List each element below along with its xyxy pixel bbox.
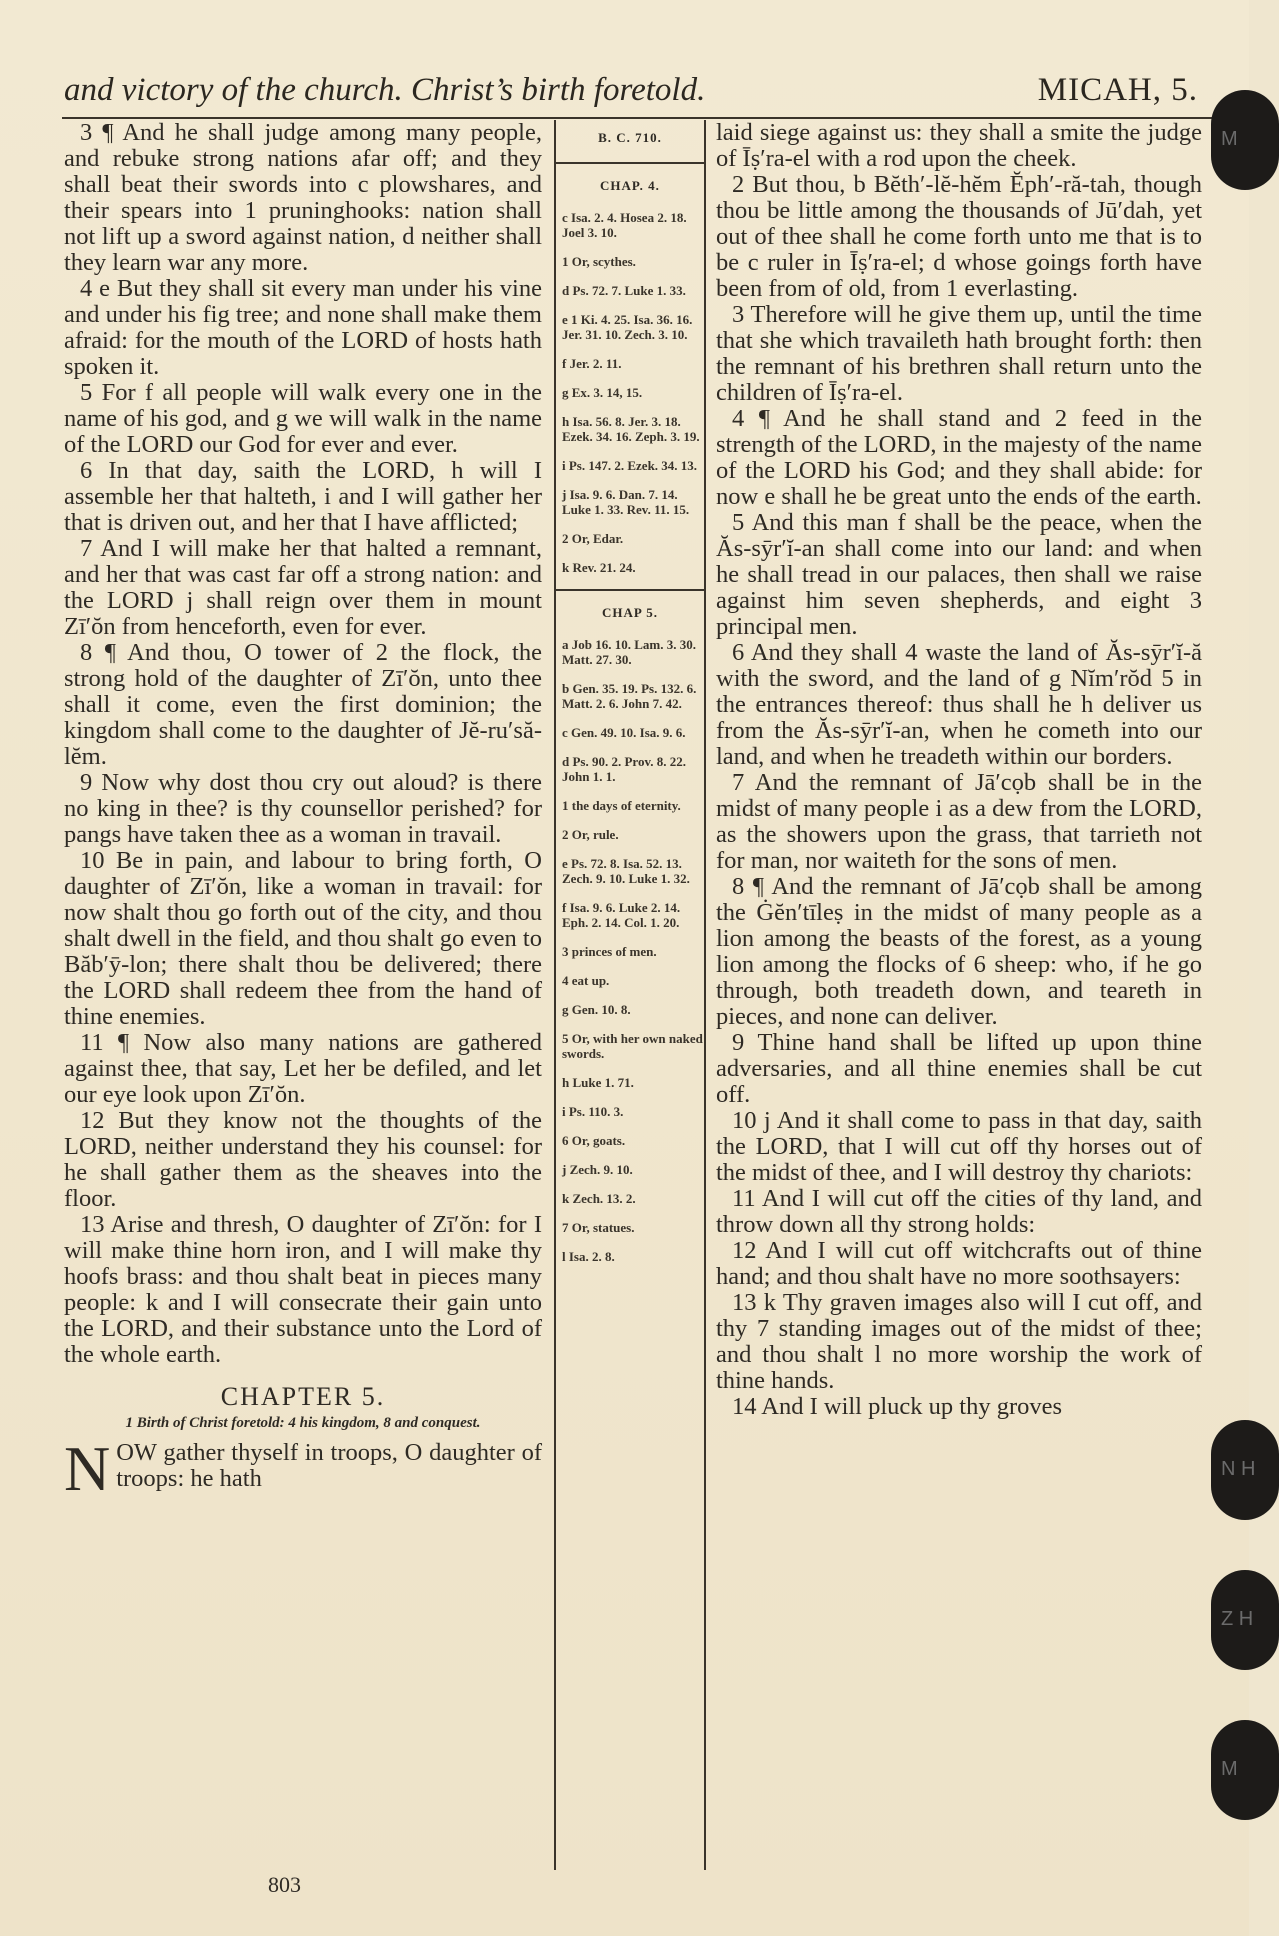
cross-reference: f Isa. 9. 6. Luke 2. 14. Eph. 2. 14. Col. 1. 20.: [562, 900, 681, 930]
verse-4-12: 12 But they know not the thoughts of the LORD, neither understand they his counsel: for he shall gather them as the sheaves into the floor.: [64, 1107, 542, 1212]
verse-5-13: 13 k Thy graven images also will I cut off, and thy 7 standing images out of the midst of thee; and thou shalt l no more worship the work of thine hands.: [716, 1289, 1202, 1394]
cross-reference: 2 Or, rule.: [562, 827, 619, 842]
thumb-index-tab[interactable]: [1211, 1570, 1279, 1670]
drop-cap: N: [64, 1433, 111, 1504]
cross-reference: e 1 Ki. 4. 25. Isa. 36. 16. Jer. 31. 10. Zech. 3. 10.: [562, 312, 693, 342]
cross-reference: g Ex. 3. 14, 15.: [562, 385, 643, 400]
verse-4-10: 10 Be in pain, and labour to bring forth, O daughter of Zī′ŏn, like a woman in travail: for now shalt thou go forth out of the city, and thou shalt dwell in the field, and thou shalt go even to Băb′ȳ-lon; there shalt thou be delivered; there the LORD shall redeem thee from the hand of thine enemies.: [64, 847, 542, 1030]
cross-reference: g Gen. 10. 8.: [562, 1002, 631, 1017]
thumb-index-tab[interactable]: [1211, 90, 1279, 190]
cross-reference: 4 eat up.: [562, 973, 610, 988]
cross-reference: 1 Or, scythes.: [562, 254, 636, 269]
cross-reference: d Ps. 72. 7. Luke 1. 33.: [562, 283, 686, 298]
verse-5-3: 3 Therefore will he give them up, until the time that she which travaileth hath brought forth: then the remnant of his brethren shall return unto the children of Īṣ′ra-el.: [716, 301, 1202, 406]
verse-5-11: 11 And I will cut off the cities of thy land, and throw down all thy strong holds:: [716, 1185, 1202, 1238]
cross-reference: l Isa. 2. 8.: [562, 1249, 615, 1264]
verse-5-10: 10 j And it shall come to pass in that day, saith the LORD, that I will cut off thy horses out of the midst of thee, and I will destroy thy chariots:: [716, 1107, 1202, 1186]
verse-5-12: 12 And I will cut off witchcrafts out of thine hand; and thou shalt have no more soothsayers:: [716, 1237, 1202, 1290]
chap5-ref-heading: CHAP 5.: [601, 605, 659, 620]
verse-4-8: 8 ¶ And thou, O tower of 2 the flock, the strong hold of the daughter of Zī′ŏn, unto thee shall it come, even the first dominion; the kingdom shall come to the daughter of Jĕ-ru′să-lĕm.: [64, 639, 542, 770]
cross-reference: h Luke 1. 71.: [562, 1075, 634, 1090]
page-number: 803: [268, 1872, 301, 1897]
reference-rule: [556, 589, 704, 591]
book-chapter-title: MICAH, 5.: [1037, 72, 1198, 108]
chap4-notes: [556, 210, 704, 575]
verse-5-1-end: laid siege against us: they shall a smite the judge of Īṣ′ra-el with a rod upon the cheek.: [716, 119, 1202, 172]
chap4-ref-heading: CHAP. 4.: [600, 178, 660, 193]
cross-reference: i Ps. 110. 3.: [562, 1104, 624, 1119]
verse-4-13: 13 Arise and thresh, O daughter of Zī′ŏn: for I will make thine horn iron, and I will make thy hoofs brass: and thou shalt beat in pieces many people: k and I will consecrate their gain unto the LORD, and their substance unto the Lord of the whole earth.: [64, 1211, 542, 1368]
tab-label: M: [1221, 128, 1238, 150]
cross-reference: d Ps. 90. 2. Prov. 8. 22. John 1. 1.: [562, 754, 686, 784]
verse-5-7: 7 And the remnant of Jā′cọb shall be in the midst of many people i as a dew from the LORD, as the showers upon the grass, that tarrieth not for man, nor waiteth for the sons of men.: [716, 769, 1202, 874]
cross-reference: f Jer. 2. 11.: [562, 356, 622, 371]
verse-5-6: 6 And they shall 4 waste the land of Ăs-sӯr′ĭ-ă with the sword, and the land of g Nĭm′rŏd 5 in the entrances thereof: thus shall he h deliver us from the Ăs-sӯr′ĭ-an, when he cometh into our land, and when he treadeth within our borders.: [716, 639, 1202, 770]
right-text-column: [716, 120, 1202, 1420]
verse-5-2: 2 But thou, b Bĕth′-lĕ-hĕm Ĕph′-ră-tah, though thou be little among the thousands of Jū′dah, yet out of thee shall he come forth unto me that is to be c ruler in Īṣ′ra-el; d whose goings forth have been from of old, from 1 everlasting.: [716, 171, 1202, 302]
cross-reference: 5 Or, with her own naked swords.: [562, 1031, 703, 1061]
cross-reference: c Isa. 2. 4. Hosea 2. 18. Joel 3. 10.: [562, 210, 687, 240]
cross-reference: 6 Or, goats.: [562, 1133, 626, 1148]
chap5-notes: [556, 637, 704, 1264]
tab-label: M: [1221, 1758, 1238, 1780]
thumb-index-tab[interactable]: [1211, 1720, 1279, 1820]
cross-reference: e Ps. 72. 8. Isa. 52. 13. Zech. 9. 10. Luke 1. 32.: [562, 856, 690, 886]
verse-4-11: 11 ¶ Now also many nations are gathered against thee, that say, Let her be defiled, and let our eye look upon Zī′ŏn.: [64, 1029, 542, 1108]
cross-reference: b Gen. 35. 19. Ps. 132. 6. Matt. 2. 6. John 7. 42.: [562, 681, 697, 711]
verse-4-9: 9 Now why dost thou cry out aloud? is there no king in thee? is thy counsellor perished? for pangs have taken thee as a woman in travail.: [64, 769, 542, 848]
verse-5-8: 8 ¶ And the remnant of Jā′cọb shall be among the Ġĕn′tīleṣ in the midst of many people as a lion among the beasts of the forest, as a young lion among the flocks of 6 sheep: who, if he go through, both treadeth down, and teareth in pieces, and none can deliver.: [716, 873, 1202, 1030]
verse-4-7: 7 And I will make her that halted a remnant, and her that was cast far off a strong nation: and the LORD j shall reign over them in mount Zī′ŏn from henceforth, even for ever.: [64, 535, 542, 640]
reference-rule: [556, 162, 704, 164]
left-text-column: [64, 119, 542, 1504]
cross-reference: 7 Or, statues.: [562, 1220, 635, 1235]
cross-reference: 2 Or, Edar.: [562, 531, 624, 546]
cross-reference: a Job 16. 10. Lam. 3. 30. Matt. 27. 30.: [562, 637, 696, 667]
chapter-5-opening: [64, 1433, 542, 1504]
cross-reference: k Rev. 21. 24.: [562, 560, 636, 575]
year-label: B. C. 710.: [598, 130, 662, 145]
verse-5-5: 5 And this man f shall be the peace, when the Ăs-sӯr′ĭ-an shall come into our land: and when he shall tread in our palaces, then shall we raise against him seven shepherds, and eight 3 principal men.: [716, 509, 1202, 640]
thumb-index-tab[interactable]: [1211, 1420, 1279, 1520]
tab-label: N H: [1221, 1458, 1256, 1480]
cross-reference: i Ps. 147. 2. Ezek. 34. 13.: [562, 458, 698, 473]
cross-reference: j Isa. 9. 6. Dan. 7. 14. Luke 1. 33. Rev. 11. 15.: [562, 487, 690, 517]
tab-label: Z H: [1221, 1608, 1254, 1630]
verse-5-4: 4 ¶ And he shall stand and 2 feed in the strength of the LORD, in the majesty of the name of the LORD his God; and they shall abide: for now e shall he be great unto the ends of the earth.: [716, 405, 1202, 510]
cross-reference: 1 the days of eternity.: [562, 798, 681, 813]
verse-4-3: 3 ¶ And he shall judge among many people, and rebuke strong nations afar off; and they shall beat their swords into c plowshares, and their spears into 1 pruninghooks: nation shall not lift up a sword against nation, d neither shall they learn war any more.: [64, 119, 542, 276]
cross-reference: 3 princes of men.: [562, 944, 657, 959]
chapter-summary: 1 Birth of Christ foretold: 4 his kingdom, 8 and conquest.: [125, 1415, 481, 1431]
cross-reference: h Isa. 56. 8. Jer. 3. 18. Ezek. 34. 16. Zeph. 3. 19.: [562, 414, 700, 444]
cross-reference: j Zech. 9. 10.: [562, 1162, 633, 1177]
running-header: [62, 70, 1212, 122]
chapter-heading: CHAPTER 5.: [220, 1382, 386, 1411]
cross-reference: k Zech. 13. 2.: [562, 1191, 636, 1206]
verse-4-5: 5 For f all people will walk every one in the name of his god, and g we will walk in the name of the LORD our God for ever and ever.: [64, 379, 542, 458]
running-title: and victory of the church. Christ’s birth foretold.: [64, 72, 706, 108]
cross-reference: c Gen. 49. 10. Isa. 9. 6.: [562, 725, 686, 740]
verse-4-6: 6 In that day, saith the LORD, h will I assemble her that halteth, i and I will gather her that is driven out, and her that I have afflicted;: [64, 457, 542, 536]
verse-4-4: 4 e But they shall sit every man under his vine and under his fig tree; and none shall make them afraid: for the mouth of the LORD of hosts hath spoken it.: [64, 275, 542, 380]
verse-5-9: 9 Thine hand shall be lifted up upon thine adversaries, and all thine enemies shall be cut off.: [716, 1029, 1202, 1108]
verse-5-14-start: 14 And I will pluck up thy groves: [732, 1393, 1063, 1420]
verse-5-1-start: OW gather thyself in troops, O daughter of troops: he hath: [116, 1439, 542, 1492]
reference-column: [554, 120, 706, 1870]
